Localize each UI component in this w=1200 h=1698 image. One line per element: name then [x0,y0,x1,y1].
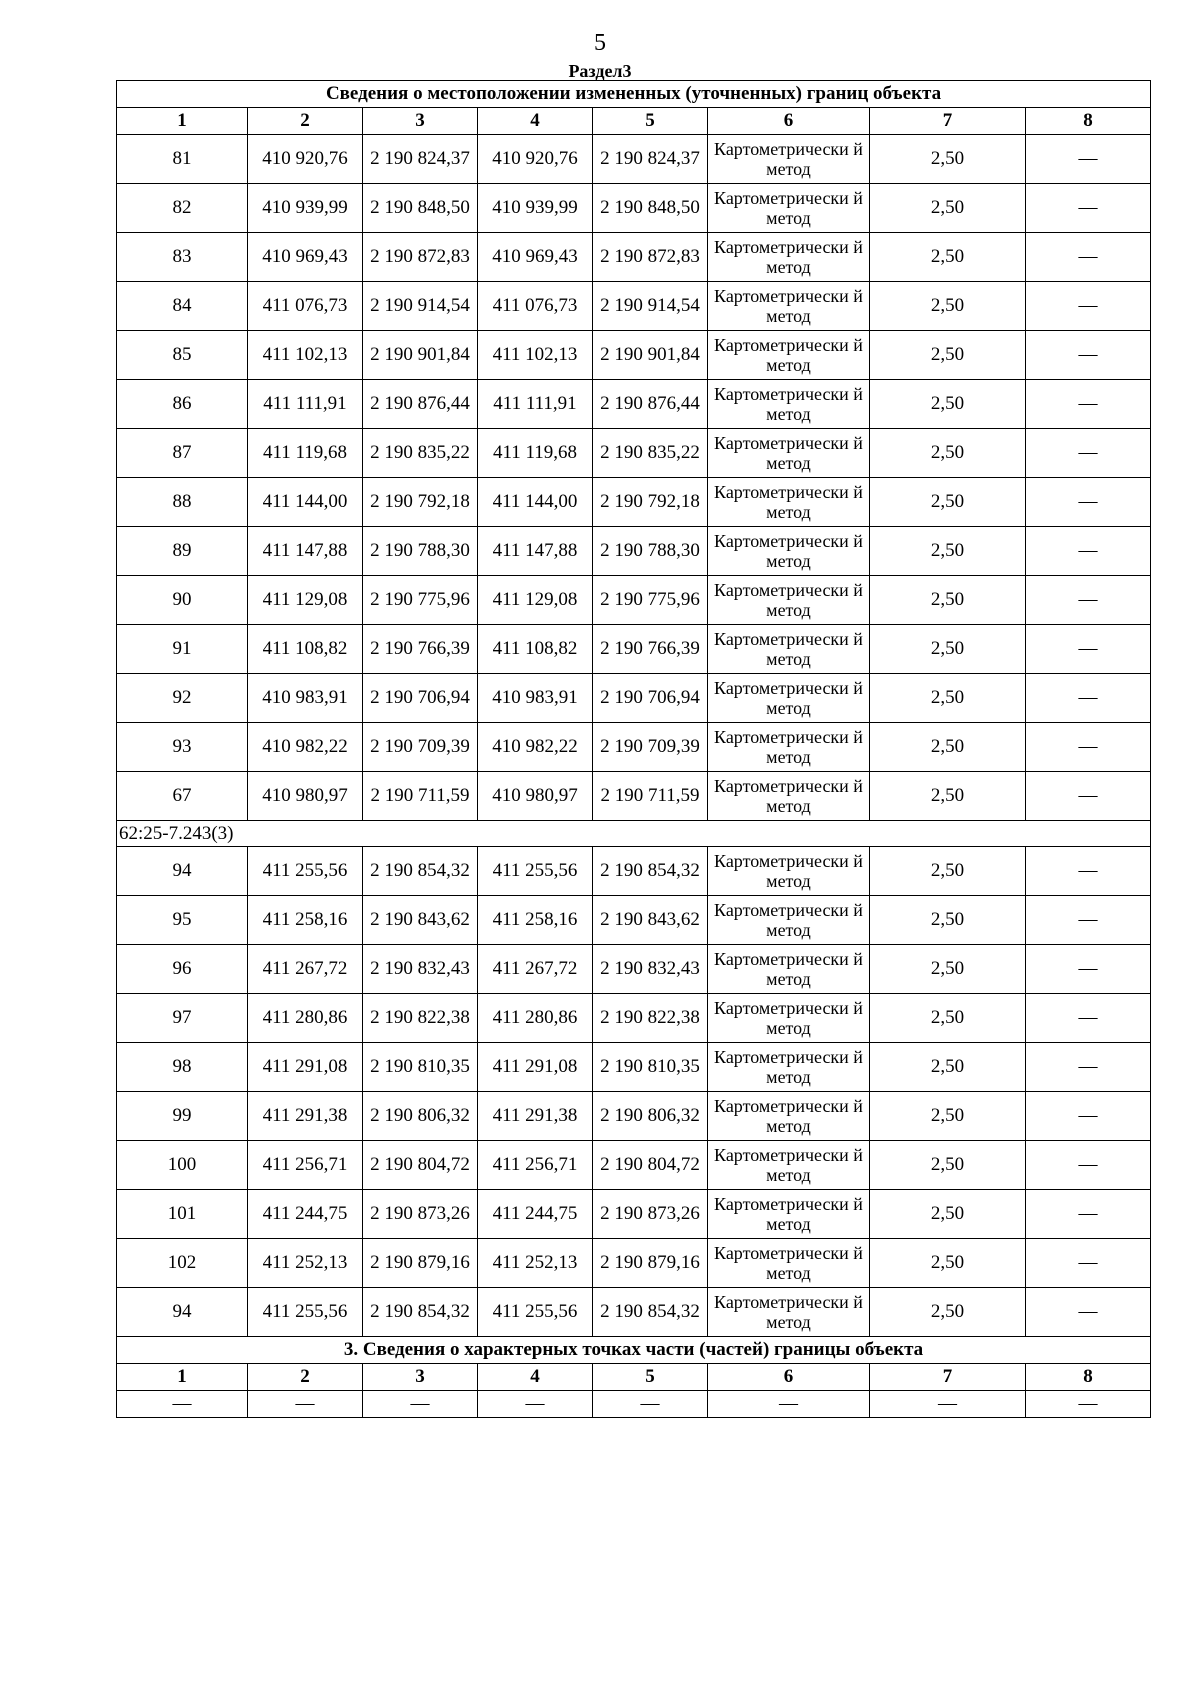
y-existing-cell: 2 190 775,96 [363,576,478,625]
group-label: 62:25-7.243(3) [117,821,1151,847]
x-existing-cell: 411 255,56 [248,1288,363,1337]
point-number-cell: 89 [117,527,248,576]
y-refined-cell: 2 190 848,50 [593,184,708,233]
accuracy-cell: 2,50 [870,1239,1026,1288]
note-cell: — [1026,576,1151,625]
note-cell: — [1026,282,1151,331]
column-number-cell: 7 [870,1364,1026,1391]
point-number-cell: 92 [117,674,248,723]
method-cell: Картометрически й метод [708,847,870,896]
table-row [117,135,1151,184]
method-cell: Картометрически й метод [708,282,870,331]
table-row [117,1239,1151,1288]
empty-cell: — [708,1391,870,1418]
empty-cell: — [478,1391,593,1418]
point-number-cell: 86 [117,380,248,429]
y-existing-cell: 2 190 872,83 [363,233,478,282]
accuracy-cell: 2,50 [870,135,1026,184]
table-row [117,331,1151,380]
column-number-cell: 7 [870,108,1026,135]
empty-cell: — [248,1391,363,1418]
point-number-cell: 67 [117,772,248,821]
point-number-cell: 82 [117,184,248,233]
table1-column-numbers-row [117,108,1151,135]
method-cell: Картометрически й метод [708,625,870,674]
method-cell: Картометрически й метод [708,1288,870,1337]
note-cell: — [1026,674,1151,723]
accuracy-cell: 2,50 [870,233,1026,282]
x-refined-cell: 411 244,75 [478,1190,593,1239]
x-existing-cell: 410 920,76 [248,135,363,184]
boundary-table [116,80,1151,1418]
method-cell: Картометрически й метод [708,723,870,772]
y-existing-cell: 2 190 914,54 [363,282,478,331]
method-cell: Картометрически й метод [708,772,870,821]
y-refined-cell: 2 190 873,26 [593,1190,708,1239]
accuracy-cell: 2,50 [870,896,1026,945]
method-cell: Картометрически й метод [708,945,870,994]
note-cell: — [1026,723,1151,772]
x-existing-cell: 411 267,72 [248,945,363,994]
point-number-cell: 94 [117,847,248,896]
accuracy-cell: 2,50 [870,1190,1026,1239]
point-number-cell: 87 [117,429,248,478]
y-existing-cell: 2 190 706,94 [363,674,478,723]
empty-cell: — [593,1391,708,1418]
x-existing-cell: 411 129,08 [248,576,363,625]
column-number-cell: 3 [363,1364,478,1391]
x-refined-cell: 410 939,99 [478,184,593,233]
column-number-cell: 5 [593,108,708,135]
table-row [117,896,1151,945]
method-cell: Картометрически й метод [708,576,870,625]
column-number-cell: 1 [117,1364,248,1391]
y-refined-cell: 2 190 775,96 [593,576,708,625]
y-existing-cell: 2 190 711,59 [363,772,478,821]
table-row [117,576,1151,625]
y-existing-cell: 2 190 832,43 [363,945,478,994]
point-number-cell: 94 [117,1288,248,1337]
group-row [117,821,1151,847]
y-existing-cell: 2 190 766,39 [363,625,478,674]
x-existing-cell: 411 144,00 [248,478,363,527]
y-existing-cell: 2 190 804,72 [363,1141,478,1190]
x-refined-cell: 411 144,00 [478,478,593,527]
table-row [117,1043,1151,1092]
accuracy-cell: 2,50 [870,772,1026,821]
point-number-cell: 81 [117,135,248,184]
x-refined-cell: 411 267,72 [478,945,593,994]
y-existing-cell: 2 190 876,44 [363,380,478,429]
x-existing-cell: 411 244,75 [248,1190,363,1239]
x-refined-cell: 411 256,71 [478,1141,593,1190]
accuracy-cell: 2,50 [870,1141,1026,1190]
x-existing-cell: 411 291,08 [248,1043,363,1092]
note-cell: — [1026,896,1151,945]
x-refined-cell: 411 119,68 [478,429,593,478]
table2-title-row [117,1337,1151,1364]
y-refined-cell: 2 190 806,32 [593,1092,708,1141]
x-refined-cell: 411 111,91 [478,380,593,429]
y-refined-cell: 2 190 835,22 [593,429,708,478]
method-cell: Картометрически й метод [708,429,870,478]
note-cell: — [1026,184,1151,233]
point-number-cell: 100 [117,1141,248,1190]
empty-cell: — [363,1391,478,1418]
x-refined-cell: 410 982,22 [478,723,593,772]
y-refined-cell: 2 190 914,54 [593,282,708,331]
table1-title-row [117,81,1151,108]
table-row [117,478,1151,527]
y-refined-cell: 2 190 709,39 [593,723,708,772]
x-refined-cell: 411 102,13 [478,331,593,380]
note-cell: — [1026,945,1151,994]
page-number: 5 [594,30,606,56]
note-cell: — [1026,135,1151,184]
note-cell: — [1026,380,1151,429]
accuracy-cell: 2,50 [870,994,1026,1043]
x-refined-cell: 410 980,97 [478,772,593,821]
y-existing-cell: 2 190 788,30 [363,527,478,576]
method-cell: Картометрически й метод [708,994,870,1043]
point-number-cell: 95 [117,896,248,945]
x-existing-cell: 411 102,13 [248,331,363,380]
method-cell: Картометрически й метод [708,674,870,723]
accuracy-cell: 2,50 [870,723,1026,772]
accuracy-cell: 2,50 [870,1092,1026,1141]
column-number-cell: 1 [117,108,248,135]
note-cell: — [1026,527,1151,576]
method-cell: Картометрически й метод [708,896,870,945]
x-existing-cell: 411 147,88 [248,527,363,576]
x-refined-cell: 411 291,08 [478,1043,593,1092]
column-number-cell: 6 [708,108,870,135]
table-row [117,429,1151,478]
column-number-cell: 2 [248,1364,363,1391]
y-existing-cell: 2 190 873,26 [363,1190,478,1239]
x-existing-cell: 411 076,73 [248,282,363,331]
note-cell: — [1026,994,1151,1043]
table2-empty-row [117,1391,1151,1418]
y-refined-cell: 2 190 879,16 [593,1239,708,1288]
point-number-cell: 84 [117,282,248,331]
table2-column-numbers-row [117,1364,1151,1391]
column-number-cell: 8 [1026,108,1151,135]
y-refined-cell: 2 190 901,84 [593,331,708,380]
y-refined-cell: 2 190 843,62 [593,896,708,945]
note-cell: — [1026,1141,1151,1190]
point-number-cell: 98 [117,1043,248,1092]
note-cell: — [1026,1190,1151,1239]
section-label: Раздел3 [568,61,632,81]
x-existing-cell: 411 256,71 [248,1141,363,1190]
empty-cell: — [870,1391,1026,1418]
accuracy-cell: 2,50 [870,429,1026,478]
y-refined-cell: 2 190 854,32 [593,847,708,896]
x-refined-cell: 411 129,08 [478,576,593,625]
note-cell: — [1026,1092,1151,1141]
method-cell: Картометрически й метод [708,1190,870,1239]
x-existing-cell: 410 980,97 [248,772,363,821]
point-number-cell: 97 [117,994,248,1043]
y-refined-cell: 2 190 788,30 [593,527,708,576]
table-row [117,1141,1151,1190]
x-refined-cell: 411 255,56 [478,847,593,896]
method-cell: Картометрически й метод [708,135,870,184]
y-refined-cell: 2 190 711,59 [593,772,708,821]
note-cell: — [1026,233,1151,282]
x-existing-cell: 410 983,91 [248,674,363,723]
note-cell: — [1026,1288,1151,1337]
x-refined-cell: 411 280,86 [478,994,593,1043]
point-number-cell: 99 [117,1092,248,1141]
table-row [117,184,1151,233]
x-existing-cell: 410 969,43 [248,233,363,282]
x-refined-cell: 411 252,13 [478,1239,593,1288]
x-refined-cell: 411 291,38 [478,1092,593,1141]
table-row [117,723,1151,772]
x-existing-cell: 411 258,16 [248,896,363,945]
y-refined-cell: 2 190 854,32 [593,1288,708,1337]
note-cell: — [1026,429,1151,478]
column-number-cell: 8 [1026,1364,1151,1391]
x-refined-cell: 410 969,43 [478,233,593,282]
y-existing-cell: 2 190 709,39 [363,723,478,772]
accuracy-cell: 2,50 [870,1288,1026,1337]
x-existing-cell: 411 252,13 [248,1239,363,1288]
y-existing-cell: 2 190 854,32 [363,1288,478,1337]
y-existing-cell: 2 190 822,38 [363,994,478,1043]
x-refined-cell: 411 108,82 [478,625,593,674]
table-row [117,380,1151,429]
x-existing-cell: 410 982,22 [248,723,363,772]
accuracy-cell: 2,50 [870,945,1026,994]
y-refined-cell: 2 190 706,94 [593,674,708,723]
table-row [117,994,1151,1043]
accuracy-cell: 2,50 [870,478,1026,527]
x-refined-cell: 411 255,56 [478,1288,593,1337]
x-existing-cell: 411 111,91 [248,380,363,429]
y-existing-cell: 2 190 810,35 [363,1043,478,1092]
y-existing-cell: 2 190 806,32 [363,1092,478,1141]
table-row [117,1190,1151,1239]
x-existing-cell: 411 280,86 [248,994,363,1043]
y-existing-cell: 2 190 848,50 [363,184,478,233]
y-refined-cell: 2 190 766,39 [593,625,708,674]
column-number-cell: 4 [478,1364,593,1391]
method-cell: Картометрически й метод [708,527,870,576]
y-refined-cell: 2 190 876,44 [593,380,708,429]
x-existing-cell: 411 255,56 [248,847,363,896]
x-existing-cell: 411 119,68 [248,429,363,478]
method-cell: Картометрически й метод [708,1239,870,1288]
table2-title: 3. Сведения о характерных точках части (частей) границы объекта [117,1337,1151,1364]
y-existing-cell: 2 190 835,22 [363,429,478,478]
x-existing-cell: 411 108,82 [248,625,363,674]
note-cell: — [1026,478,1151,527]
table-row [117,772,1151,821]
table-row [117,527,1151,576]
table-row [117,625,1151,674]
note-cell: — [1026,331,1151,380]
point-number-cell: 101 [117,1190,248,1239]
y-existing-cell: 2 190 843,62 [363,896,478,945]
y-existing-cell: 2 190 854,32 [363,847,478,896]
accuracy-cell: 2,50 [870,674,1026,723]
table-row [117,1092,1151,1141]
method-cell: Картометрически й метод [708,1141,870,1190]
y-refined-cell: 2 190 822,38 [593,994,708,1043]
point-number-cell: 93 [117,723,248,772]
y-existing-cell: 2 190 824,37 [363,135,478,184]
note-cell: — [1026,625,1151,674]
empty-cell: — [1026,1391,1151,1418]
point-number-cell: 88 [117,478,248,527]
point-number-cell: 85 [117,331,248,380]
accuracy-cell: 2,50 [870,576,1026,625]
point-number-cell: 96 [117,945,248,994]
column-number-cell: 4 [478,108,593,135]
method-cell: Картометрически й метод [708,184,870,233]
column-number-cell: 6 [708,1364,870,1391]
accuracy-cell: 2,50 [870,1043,1026,1092]
accuracy-cell: 2,50 [870,625,1026,674]
accuracy-cell: 2,50 [870,527,1026,576]
x-refined-cell: 411 076,73 [478,282,593,331]
y-refined-cell: 2 190 804,72 [593,1141,708,1190]
column-number-cell: 2 [248,108,363,135]
accuracy-cell: 2,50 [870,184,1026,233]
point-number-cell: 83 [117,233,248,282]
table-row [117,233,1151,282]
column-number-cell: 5 [593,1364,708,1391]
point-number-cell: 91 [117,625,248,674]
y-existing-cell: 2 190 792,18 [363,478,478,527]
table-row [117,1288,1151,1337]
method-cell: Картометрически й метод [708,331,870,380]
accuracy-cell: 2,50 [870,282,1026,331]
empty-cell: — [117,1391,248,1418]
table-row [117,282,1151,331]
y-existing-cell: 2 190 901,84 [363,331,478,380]
column-number-cell: 3 [363,108,478,135]
accuracy-cell: 2,50 [870,847,1026,896]
accuracy-cell: 2,50 [870,331,1026,380]
table-row [117,674,1151,723]
note-cell: — [1026,772,1151,821]
point-number-cell: 90 [117,576,248,625]
y-existing-cell: 2 190 879,16 [363,1239,478,1288]
y-refined-cell: 2 190 832,43 [593,945,708,994]
accuracy-cell: 2,50 [870,380,1026,429]
note-cell: — [1026,847,1151,896]
x-refined-cell: 410 920,76 [478,135,593,184]
method-cell: Картометрически й метод [708,1043,870,1092]
y-refined-cell: 2 190 792,18 [593,478,708,527]
y-refined-cell: 2 190 810,35 [593,1043,708,1092]
x-existing-cell: 410 939,99 [248,184,363,233]
x-refined-cell: 410 983,91 [478,674,593,723]
table-row [117,847,1151,896]
point-number-cell: 102 [117,1239,248,1288]
method-cell: Картометрически й метод [708,233,870,282]
y-refined-cell: 2 190 872,83 [593,233,708,282]
method-cell: Картометрически й метод [708,380,870,429]
method-cell: Картометрически й метод [708,1092,870,1141]
x-refined-cell: 411 147,88 [478,527,593,576]
x-refined-cell: 411 258,16 [478,896,593,945]
note-cell: — [1026,1043,1151,1092]
note-cell: — [1026,1239,1151,1288]
table-row [117,945,1151,994]
method-cell: Картометрически й метод [708,478,870,527]
x-existing-cell: 411 291,38 [248,1092,363,1141]
y-refined-cell: 2 190 824,37 [593,135,708,184]
table1-title: Сведения о местоположении измененных (уточненных) границ объекта [117,81,1151,108]
